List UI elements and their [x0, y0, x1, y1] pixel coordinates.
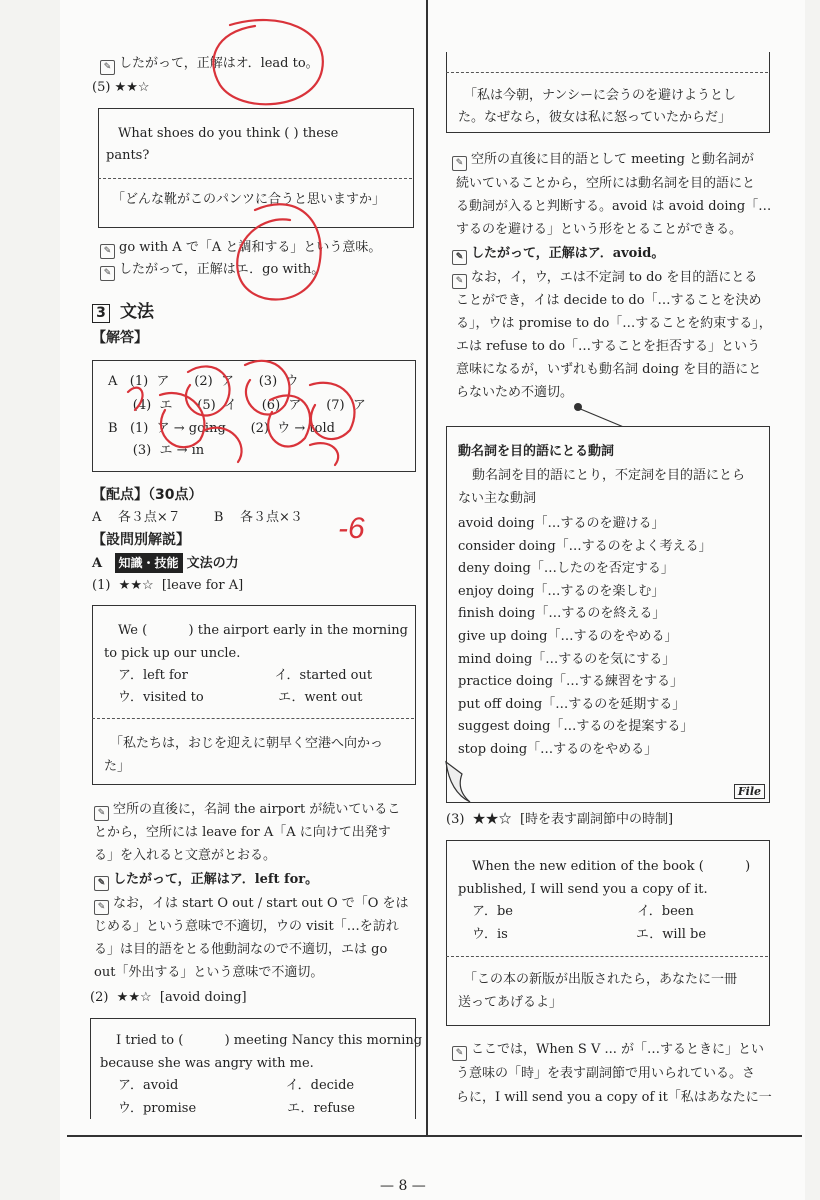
q3-explanation — [452, 1040, 764, 1061]
q2-explanation: 続いていることから，空所には動名詞を目的語にと — [456, 176, 756, 191]
q1-header: (1) ★★☆ [leave for A] — [92, 578, 244, 593]
part-title: 文法の力 — [186, 556, 239, 571]
file-verb-item: deny doing「…したのを否定する」 — [458, 561, 674, 577]
hint-icon: ✎ — [452, 250, 467, 265]
q3-english-2: published, I will send you a copy of it. — [458, 882, 708, 897]
column-divider — [426, 0, 428, 1135]
hint-icon: ✎ — [94, 900, 109, 915]
file-intro-1: 動名詞を目的語にとり，不定詞を目的語にとら — [472, 468, 746, 483]
text: なお，イ，ウ，エは不定詞 to do を目的語にとる — [471, 270, 758, 285]
q2-options-2: ウ．promise エ．refuse — [118, 1101, 355, 1116]
q2-explanation — [452, 150, 754, 171]
q1-explanation: る」を入れると文意がとおる。 — [94, 848, 277, 863]
answer-row: (3) エ → in — [108, 443, 205, 458]
q1-english-1: We ( ) the airport early in the morning — [118, 623, 408, 638]
q2-answer — [452, 244, 664, 265]
file-verb-item: stop doing「…するのをやめる」 — [458, 742, 658, 757]
q3-explanation: らに，I will send you a copy of it「私はあなたに一 — [456, 1090, 772, 1105]
file-title: 動名詞を目的語にとる動詞 — [458, 444, 615, 459]
q5-header: (5) ★★☆ — [92, 80, 150, 95]
text: したがって，正解はア．left for。 — [113, 872, 319, 887]
footer-rule — [67, 1135, 802, 1137]
q1-japanese-1: 「私たちは，おじを迎えに朝早く空港へ向かっ — [110, 736, 384, 751]
handwritten-score: -6 — [338, 512, 365, 545]
q3-english-1: When the new edition of the book ( ) — [472, 859, 751, 874]
hint-icon: ✎ — [100, 244, 115, 259]
text: なお，イは start O out / start out O で「O をは — [113, 896, 409, 911]
q1-note: out「外出する」という意味で不適切。 — [94, 965, 324, 980]
file-intro-2: ない主な動詞 — [458, 491, 537, 506]
part-label: A — [92, 556, 103, 571]
text: ここでは，When S V ... が「…するときに」とい — [471, 1042, 765, 1057]
file-verb-item: avoid doing「…するのを避ける」 — [458, 516, 665, 531]
q3-options-1: ア．be イ．been — [472, 904, 694, 919]
q1-explanation — [94, 800, 400, 821]
score-heading: 【配点】（30点） — [92, 487, 203, 503]
section-3-heading — [92, 302, 154, 324]
section-number: 3 — [92, 304, 110, 323]
q2-note: らないため不適切。 — [456, 385, 574, 400]
answer-row: (4) エ (5) イ (6) ア (7) ア — [108, 398, 366, 413]
q2-english-2: because she was angry with me. — [100, 1056, 314, 1071]
q1-note — [94, 894, 409, 915]
score-detail: A 各３点×７ B 各３点×３ — [92, 510, 303, 525]
file-verb-item: suggest doing「…するのを提案する」 — [458, 719, 694, 735]
q2-note: エは refuse to do「…することを拒否する」という — [456, 339, 761, 354]
text: go with A で「A と調和する」という意味。 — [119, 240, 382, 255]
page-curl-icon — [440, 760, 490, 810]
q5-explanation-1 — [100, 238, 381, 259]
hint-icon: ✎ — [452, 274, 467, 289]
q2-explanation: するのを避ける」という形をとることができる。 — [456, 222, 743, 237]
q2-header: (2) ★★☆ [avoid doing] — [90, 990, 247, 1005]
file-verb-item: give up doing「…するのをやめる」 — [458, 629, 678, 644]
answer-heading: 【解答】 — [92, 330, 148, 346]
file-label: File — [734, 784, 765, 799]
q1-japanese-2: た」 — [104, 759, 131, 774]
hint-icon: ✎ — [100, 266, 115, 281]
dashed-separator — [98, 178, 412, 179]
q2-japanese-2: た。なぜなら，彼女は私に怒っていたからだ」 — [458, 110, 732, 125]
q5-english-2: pants? — [106, 148, 150, 163]
skill-tag: 知識・技能 — [115, 553, 183, 573]
file-verb-item: finish doing「…するのを終える」 — [458, 606, 666, 622]
file-verb-item: enjoy doing「…するのを楽しむ」 — [458, 583, 665, 599]
q3-explanation: う意味の「時」を表す副詞節で用いられている。さ — [456, 1066, 756, 1081]
hint-icon: ✎ — [94, 876, 109, 891]
answer-line-lead-to — [100, 54, 319, 75]
file-verb-item: mind doing「…するのを気にする」 — [458, 651, 676, 667]
q1-options-1: ア．left for イ．started out — [118, 668, 373, 683]
file-verb-item: consider doing「…するのをよく考える」 — [458, 538, 712, 554]
q2-note: る」，ウは promise to do「…することを約束する」， — [456, 316, 772, 331]
q1-answer — [94, 870, 318, 891]
dashed-separator — [446, 72, 768, 73]
q1-explanation: とから，空所には leave for A「A に向けて出発す — [94, 825, 391, 840]
text: したがって，正解はア．avoid。 — [471, 246, 665, 261]
text: したがって，正解はエ．go with。 — [119, 262, 325, 277]
explanation-heading: 【設問別解説】 — [92, 532, 190, 548]
text: 空所の直後に目的語として meeting と動名詞が — [471, 152, 755, 167]
q1-note: る」は目的語をとる他動詞なので不適切，エは go — [94, 942, 388, 957]
part-a-heading — [92, 553, 239, 574]
hint-icon: ✎ — [452, 156, 467, 171]
q2-note — [452, 268, 757, 289]
file-verb-item: practice doing「…する練習をする」 — [458, 674, 684, 690]
text: 空所の直後に，名詞 the airport が続いているこ — [113, 802, 401, 817]
q2-explanation: る動詞が入ると判断する。avoid は avoid doing「… — [456, 199, 772, 214]
text: したがって，正解はオ．lead to。 — [119, 56, 319, 71]
q2-japanese-1: 「私は今朝，ナンシーに会うのを避けようとし — [464, 88, 737, 103]
q5-japanese: 「どんな靴がこのパンツに合うと思いますか」 — [112, 192, 386, 207]
hint-icon: ✎ — [94, 806, 109, 821]
answer-row: A (1) ア (2) ア (3) ウ — [108, 374, 299, 389]
q1-options-2: ウ．visited to エ．went out — [118, 690, 363, 705]
q1-note: じめる」という意味で不適切，ウの visit「…を訪れ — [94, 919, 399, 934]
q3-header: (3) ★★☆ [時を表す副詞節中の時制] — [446, 812, 674, 827]
q3-options-2: ウ．is エ．will be — [472, 927, 707, 942]
q3-japanese-1: 「この本の新版が出版されたら，あなたに一冊 — [464, 972, 738, 987]
section-title: 文法 — [120, 302, 154, 322]
q5-explanation-2 — [100, 260, 324, 281]
q5-english-1: What shoes do you think ( ) these — [118, 126, 339, 141]
q3-japanese-2: 送ってあげるよ」 — [458, 995, 563, 1010]
dashed-separator — [92, 718, 414, 719]
hint-icon: ✎ — [100, 60, 115, 75]
q2-note: ことができ，イは decide to do「…することを決め — [456, 293, 762, 308]
dashed-separator — [446, 956, 768, 957]
q2-note: 意味になるが，いずれも動名詞 doing を目的語にと — [456, 362, 762, 377]
q1-english-2: to pick up our uncle. — [104, 646, 241, 661]
q2-english-1: I tried to ( ) meeting Nancy this morning — [116, 1033, 423, 1048]
q2-options-1: ア．avoid イ．decide — [118, 1078, 355, 1093]
file-verb-item: put off doing「…するのを延期する」 — [458, 696, 686, 712]
page-number: — 8 — — [380, 1178, 426, 1194]
hint-icon: ✎ — [452, 1046, 467, 1061]
answer-row: B (1) ア → going (2) ウ → told — [108, 421, 335, 436]
